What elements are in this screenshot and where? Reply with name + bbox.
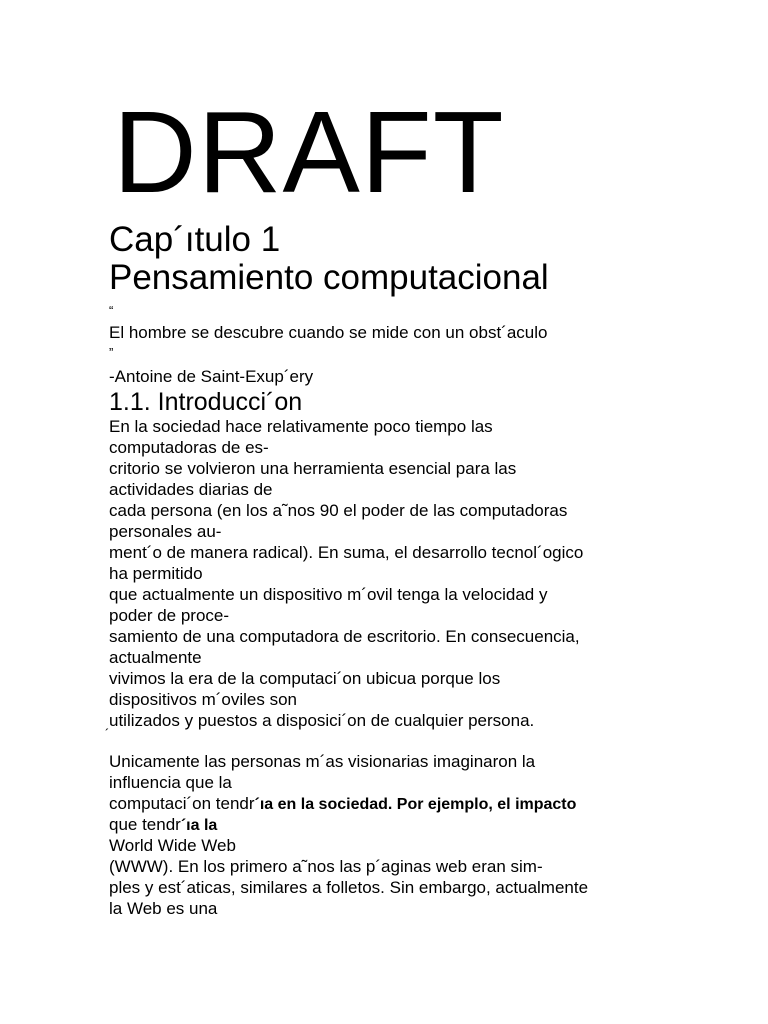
paragraph-line: samiento de una computadora de escritorio. En consecuencia, [109,627,580,646]
chapter-number: Cap´ıtulo 1 [109,220,281,259]
epigraph-open-quote: “ [109,303,114,318]
paragraph-line: cada persona (en los a˜nos 90 el poder de las computadoras [109,501,568,520]
paragraph-line-mixed [109,793,576,815]
chapter-heading [109,221,549,297]
epigraph-text: El hombre se descubre cuando se mide con un obst´aculo [109,323,548,342]
section-heading: 1.1. Introducci´on [109,388,303,416]
paragraph-line: En la sociedad hace relativamente poco tiempo las [109,417,493,436]
text-run: computaci´on tendr [109,794,255,813]
paragraph-line: computadoras de es- [109,438,269,457]
paragraph-line: (WWW). En los primero a˜nos las p´aginas web eran sim- [109,857,543,876]
paragraph-line: poder de proce- [109,606,230,625]
bold-text-run: ´ıa la [180,817,218,834]
paragraph-line: ha permitido [109,564,203,583]
paragraph-line: influencia que la [109,773,232,792]
paragraph-line: que actualmente un dispositivo m´ovil tenga la velocidad y [109,585,548,604]
draft-watermark: DRAFT [113,87,505,217]
paragraph-line: actividades diarias de [109,480,273,499]
epigraph-close-quote: ” [109,345,114,360]
paragraph-line: ples y est´aticas, similares a folletos. Sin embargo, actualmente [109,878,589,897]
paragraph-line-mixed [109,814,217,836]
paragraph-line: Unicamente las personas m´as visionarias imaginaron la [109,752,536,771]
paragraph-line: personales au- [109,522,222,541]
paragraph-line: vivimos la era de la computaci´on ubicua porque los [109,669,501,688]
stray-accent-mark: ´ [105,726,110,741]
paragraph-line: dispositivos m´oviles son [109,690,298,709]
paragraph-line: critorio se volvieron una herramienta esencial para las [109,459,517,478]
paragraph-line: utilizados y puestos a disposici´on de cualquier persona. [109,711,535,730]
text-run: que tendr [109,815,181,834]
paragraph-line: World Wide Web [109,836,236,855]
paragraph-line: ment´o de manera radical). En suma, el desarrollo tecnol´ogico [109,543,584,562]
paragraph-line: la Web es una [109,899,218,918]
paragraph-line: actualmente [109,648,202,667]
epigraph-author: -Antoine de Saint-Exup´ery [109,367,314,386]
chapter-title: Pensamiento computacional [109,258,549,297]
bold-text-run: ´ıa en la sociedad. Por ejemplo, el impacto [254,796,577,813]
